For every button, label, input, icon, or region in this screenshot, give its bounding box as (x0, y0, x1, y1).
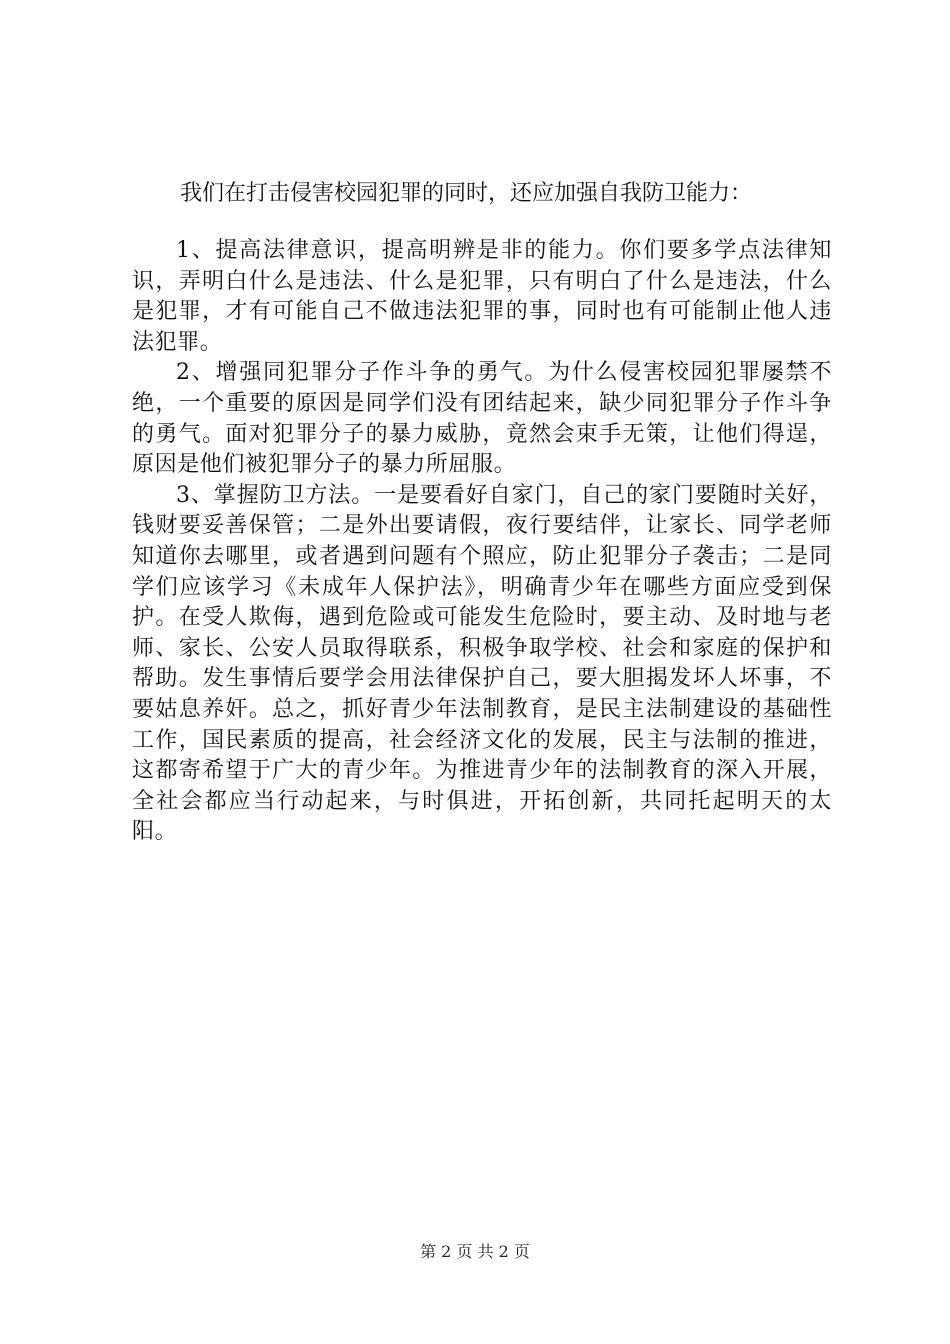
page-number-footer: 第 2 页 共 2 页 (420, 1242, 530, 1261)
document-body (132, 176, 832, 848)
intro-line: 我们在打击侵害校园犯罪的同时，还应加强自我防卫能力： (180, 181, 753, 206)
paragraph-3: 3、掌握防卫方法。一是要看好自家门，自己的家门要随时关好，钱财要妥善保管；二是外出要请假，夜行要结伴，让家长、同学老师知道你去哪里，或者遇到问题有个照应，防止犯罪分子袭击；二是同学们应该学习《未成年人保护法》，明确青少年在哪些方面应受到保护。在受人欺侮，遇到危险或可能发生危险时，要主动、及时地与老师、家长、公安人员取得联系，积极争取学校、社会和家庭的保护和帮助。发生事情后要学会用法律保护自己，要大胆揭发坏人坏事，不要姑息养奸。总之，抓好青少年法制教育，是民主法制建设的基础性工作，国民素质的提高，社会经济文化的发展，民主与法制的推进，这都寄希望于广大的青少年。为推进青少年的法制教育的深入开展，全社会都应当行动起来，与时俱进，开拓创新，共同托起明天的太阳。 (132, 482, 832, 845)
paragraph-2: 2、增强同犯罪分子作斗争的勇气。为什么侵害校园犯罪屡禁不绝，一个重要的原因是同学们没有团结起来，缺少同犯罪分子作斗争的勇气。面对犯罪分子的暴力威胁，竟然会束手无策，让他们得逞，原因是他们被犯罪分子的暴力所屈服。 (132, 360, 832, 478)
paragraph-1: 1、提高法律意识，提高明辨是非的能力。你们要多学点法律知识，弄明白什么是违法、什么是犯罪，只有明白了什么是违法，什么是犯罪，才有可能自己不做违法犯罪的事，同时也有可能制止他人违法犯罪。 (132, 238, 832, 355)
